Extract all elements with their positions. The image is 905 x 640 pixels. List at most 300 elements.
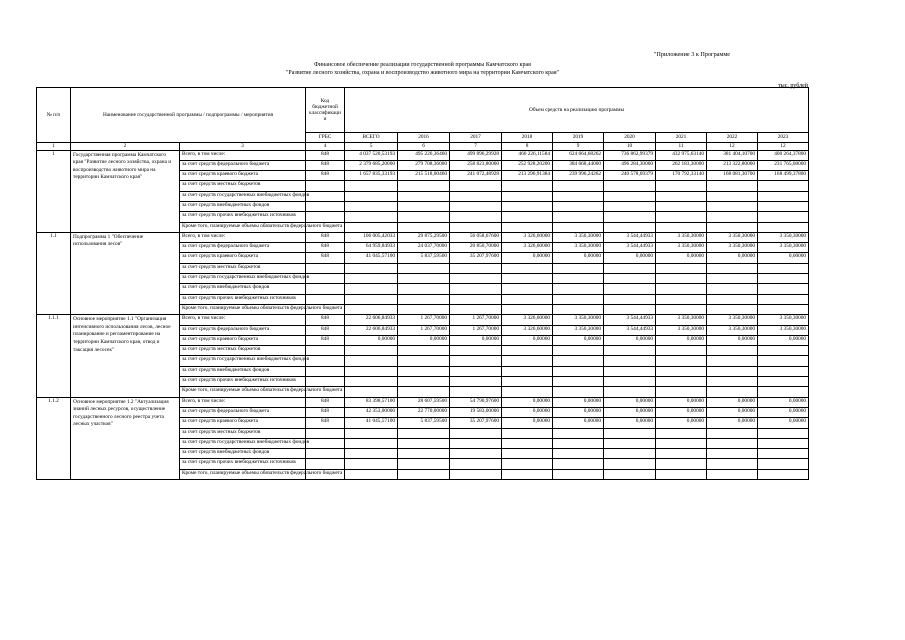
column-number: 11 (656, 143, 707, 151)
year-value: 0,00000 (502, 253, 553, 263)
table-row (37, 397, 809, 407)
year-value (707, 222, 758, 232)
year-value: 0,00000 (553, 253, 604, 263)
year-value (656, 212, 707, 222)
year-value: 3 544,44933 (604, 243, 656, 253)
header-year: 2021 (656, 133, 707, 143)
column-number: 8 (502, 143, 553, 151)
year-value: 231 765,00000 (758, 160, 809, 170)
year-value (502, 356, 553, 366)
program-name: Основное мероприятие 1.2 "Актуализация знаний лесных ресурсов, осуществление государственного лесного реестра учета лесных участков" (71, 397, 180, 479)
table-row (37, 150, 809, 160)
header-year: 2016 (398, 133, 450, 143)
year-value: 170 792,33140 (656, 171, 707, 181)
year-value (656, 356, 707, 366)
grbs-code: 848 (306, 243, 345, 253)
column-number: 12 (707, 143, 758, 151)
year-value (398, 428, 450, 438)
year-value: 28 607,59500 (398, 397, 450, 407)
total-value (345, 304, 398, 314)
funding-source: за счет средств внебюджетных фондов (180, 201, 306, 211)
year-value: 3 350,30000 (656, 243, 707, 253)
year-value (707, 191, 758, 201)
total-value (345, 469, 398, 479)
year-value (758, 201, 809, 211)
total-value (345, 459, 398, 469)
year-value: 0,00000 (758, 253, 809, 263)
year-value: 0,00000 (707, 418, 758, 428)
year-value: 3 350,30000 (656, 325, 707, 335)
financing-table (36, 87, 809, 480)
year-value (398, 377, 450, 387)
year-value (656, 181, 707, 191)
grbs-code (306, 201, 345, 211)
grbs-code (306, 428, 345, 438)
year-value: 35 207,97600 (450, 418, 502, 428)
year-value (398, 294, 450, 304)
year-value (553, 387, 604, 397)
total-value: 1 657 835,33193 (345, 171, 398, 181)
year-value (604, 222, 656, 232)
year-value: 0,00000 (502, 418, 553, 428)
year-value (758, 449, 809, 459)
grbs-code (306, 212, 345, 222)
year-value (502, 294, 553, 304)
year-value: 466 226,11584 (502, 150, 553, 160)
year-value (707, 274, 758, 284)
year-value (604, 263, 656, 273)
year-value (553, 274, 604, 284)
funding-source: за счет средств местных бюджетов (180, 263, 306, 273)
year-value: 24 037,70000 (398, 243, 450, 253)
funding-source: Кроме того, планируемые объемы обязательств федерального бюджета (180, 222, 306, 232)
year-value: 56 058,67600 (450, 232, 502, 242)
year-value (707, 284, 758, 294)
year-value: 3 350,30000 (707, 315, 758, 325)
year-value (707, 181, 758, 191)
year-value (707, 263, 758, 273)
year-value (656, 438, 707, 448)
grbs-code: 848 (306, 253, 345, 263)
year-value (450, 438, 502, 448)
total-value (345, 191, 398, 201)
row-number: 1.1 (37, 232, 71, 314)
grbs-code (306, 181, 345, 191)
total-value (345, 222, 398, 232)
total-value (345, 346, 398, 356)
year-value (758, 377, 809, 387)
year-value (553, 201, 604, 211)
year-value (502, 469, 553, 479)
total-value (345, 274, 398, 284)
grbs-code (306, 366, 345, 376)
year-value (450, 191, 502, 201)
year-value (758, 438, 809, 448)
year-value (398, 222, 450, 232)
year-value (604, 438, 656, 448)
funding-source: за счет средств краевого бюджета (180, 418, 306, 428)
year-value: 3 544,44933 (604, 232, 656, 242)
total-value (345, 181, 398, 191)
year-value: 19 583,00000 (450, 407, 502, 417)
year-value (656, 304, 707, 314)
year-value: 3 350,30000 (553, 232, 604, 242)
total-value (345, 366, 398, 376)
year-value: 3 350,30000 (758, 325, 809, 335)
year-value (758, 304, 809, 314)
year-value (604, 356, 656, 366)
total-value (345, 294, 398, 304)
year-value: 20 850,70000 (450, 243, 502, 253)
units-label: тыс. рублей (778, 83, 808, 89)
year-value (656, 191, 707, 201)
funding-source: за счет средств внебюджетных фондов (180, 366, 306, 376)
year-value (707, 201, 758, 211)
year-value: 29 875,29500 (398, 232, 450, 242)
year-value: 0,00000 (502, 397, 553, 407)
year-value: 0,00000 (758, 397, 809, 407)
grbs-code (306, 263, 345, 273)
year-value (553, 212, 604, 222)
year-value: 0,00000 (450, 335, 502, 345)
year-value (502, 449, 553, 459)
total-value: 22 606,84933 (345, 315, 398, 325)
year-value: 0,00000 (707, 253, 758, 263)
row-number: 1.1.2 (37, 397, 71, 479)
total-value (345, 438, 398, 448)
year-value (656, 387, 707, 397)
funding-source: за счет средств краевого бюджета (180, 253, 306, 263)
total-value: 64 959,84933 (345, 243, 398, 253)
year-value (502, 346, 553, 356)
total-value (345, 201, 398, 211)
year-value (502, 438, 553, 448)
year-value (502, 212, 553, 222)
year-value: 400 264,37800 (758, 150, 809, 160)
grbs-code (306, 284, 345, 294)
funding-source: Кроме того, планируемые объемы обязательств федерального бюджета (180, 469, 306, 479)
header-num: № п/п (37, 88, 71, 143)
year-value: 384 668,44000 (553, 160, 604, 170)
header-year: 2022 (707, 133, 758, 143)
grbs-code (306, 459, 345, 469)
year-value: 5 837,59500 (398, 253, 450, 263)
year-value (707, 294, 758, 304)
year-value: 432 975,63140 (656, 150, 707, 160)
year-value (758, 459, 809, 469)
year-value (502, 377, 553, 387)
title-line-1: Финансовое обеспечение реализации государственной программы Камчатского края (314, 62, 531, 68)
year-value (604, 449, 656, 459)
year-value (553, 428, 604, 438)
year-value (553, 377, 604, 387)
grbs-code: 848 (306, 407, 345, 417)
year-value (398, 191, 450, 201)
year-value (502, 304, 553, 314)
year-value: 0,00000 (398, 335, 450, 345)
year-value: 54 790,97600 (450, 397, 502, 407)
program-name: Основное мероприятие 1.1 "Организация интенсивного использования лесов, лесное планирование и регламентирование на территории Камчатского края, отвод и таксация лесосек" (71, 315, 180, 397)
year-value (398, 387, 450, 397)
year-value: 0,00000 (604, 397, 656, 407)
year-value: 499 896,29928 (450, 150, 502, 160)
year-value: 0,00000 (604, 253, 656, 263)
year-value: 0,00000 (656, 407, 707, 417)
year-value (553, 449, 604, 459)
year-value: 22 770,00000 (398, 407, 450, 417)
grbs-code (306, 346, 345, 356)
year-value (758, 284, 809, 294)
column-number: 2 (71, 143, 180, 151)
year-value (758, 222, 809, 232)
year-value: 3 350,30000 (553, 243, 604, 253)
year-value (398, 438, 450, 448)
year-value (398, 366, 450, 376)
column-number: 7 (450, 143, 502, 151)
year-value: 258 823,80000 (450, 160, 502, 170)
year-value: 3 350,30000 (707, 243, 758, 253)
year-value: 213 322,80000 (707, 160, 758, 170)
year-value (502, 366, 553, 376)
year-value (502, 263, 553, 273)
grbs-code: 848 (306, 232, 345, 242)
year-value: 3 326,60000 (502, 325, 553, 335)
year-value (450, 304, 502, 314)
year-value (450, 469, 502, 479)
header-year: 2023 (758, 133, 809, 143)
year-value (604, 428, 656, 438)
year-value (707, 449, 758, 459)
total-value (345, 449, 398, 459)
year-value (707, 438, 758, 448)
year-value (553, 294, 604, 304)
grbs-code (306, 191, 345, 201)
funding-source: за счет средств прочих внебюджетных источников (180, 377, 306, 387)
year-value (656, 377, 707, 387)
total-value: 42 353,00000 (345, 407, 398, 417)
table-row (37, 232, 809, 242)
year-value (553, 459, 604, 469)
year-value (553, 284, 604, 294)
year-value (450, 294, 502, 304)
funding-source: за счет средств прочих внебюджетных источников (180, 294, 306, 304)
year-value (502, 387, 553, 397)
year-value (398, 274, 450, 284)
year-value: 3 350,30000 (656, 232, 707, 242)
year-value (450, 181, 502, 191)
header-total: ВСЕГО (345, 133, 398, 143)
total-value (345, 387, 398, 397)
year-value (450, 284, 502, 294)
total-value: 0,00000 (345, 335, 398, 345)
year-value (604, 274, 656, 284)
grbs-code (306, 356, 345, 366)
funding-source: за счет средств федерального бюджета (180, 325, 306, 335)
year-value: 0,00000 (604, 407, 656, 417)
year-value: 3 350,30000 (656, 315, 707, 325)
year-value (604, 304, 656, 314)
year-value (656, 449, 707, 459)
year-value: 3 350,30000 (553, 325, 604, 335)
year-value (553, 181, 604, 191)
year-value (398, 356, 450, 366)
grbs-code: 848 (306, 325, 345, 335)
year-value (398, 449, 450, 459)
total-value (345, 212, 398, 222)
funding-source: за счет средств государственных внебюджетных фондов (180, 356, 306, 366)
year-value (553, 346, 604, 356)
year-value (604, 294, 656, 304)
year-value (450, 366, 502, 376)
year-value (450, 346, 502, 356)
year-value: 736 862,99379 (604, 150, 656, 160)
year-value (553, 469, 604, 479)
year-value (707, 356, 758, 366)
year-value: 0,00000 (707, 335, 758, 345)
year-value: 3 350,30000 (707, 232, 758, 242)
grbs-code: 848 (306, 397, 345, 407)
year-value: 3 544,44933 (604, 325, 656, 335)
year-value: 168 081,30700 (707, 171, 758, 181)
year-value: 624 664,68262 (553, 150, 604, 160)
funding-source: Всего, в том числе: (180, 315, 306, 325)
grbs-code (306, 438, 345, 448)
year-value: 279 708,36000 (398, 160, 450, 170)
year-value: 0,00000 (656, 335, 707, 345)
table-body (37, 143, 809, 480)
year-value (502, 201, 553, 211)
year-value: 3 326,60000 (502, 243, 553, 253)
year-value (656, 459, 707, 469)
program-name: Государственная программа Камчатского края "Развитие лесного хозяйства, охрана и воспроизводство животного мира на территории Камчатского края" (71, 150, 180, 232)
year-value: 0,00000 (553, 397, 604, 407)
year-value (758, 469, 809, 479)
year-value (758, 346, 809, 356)
year-value (502, 428, 553, 438)
year-value (553, 304, 604, 314)
year-value: 0,00000 (758, 418, 809, 428)
year-value: 495 226,36460 (398, 150, 450, 160)
column-number: 10 (604, 143, 656, 151)
year-value (502, 274, 553, 284)
year-value (450, 222, 502, 232)
year-value: 215 518,00460 (398, 171, 450, 181)
year-value: 0,00000 (502, 407, 553, 417)
year-value (656, 294, 707, 304)
year-value: 0,00000 (707, 397, 758, 407)
column-numbers-row (37, 143, 809, 151)
year-value (604, 201, 656, 211)
year-value (502, 181, 553, 191)
funding-source: за счет средств федерального бюджета (180, 407, 306, 417)
column-number: 6 (398, 143, 450, 151)
year-value: 0,00000 (502, 335, 553, 345)
year-value (707, 459, 758, 469)
funding-source: за счет средств прочих внебюджетных источников (180, 212, 306, 222)
year-value: 0,00000 (758, 407, 809, 417)
year-value (758, 428, 809, 438)
program-name: Подпрограмма 1 "Обеспечение использования лесов" (71, 232, 180, 314)
total-value (345, 428, 398, 438)
total-value: 106 005,42033 (345, 232, 398, 242)
funding-source: за счет средств федерального бюджета (180, 160, 306, 170)
title-line-2: "Развитие лесного хозяйства, охрана и воспроизводство животного мира на территории Камчатского края" (285, 70, 560, 76)
year-value (707, 346, 758, 356)
funding-source: за счет средств государственных внебюджетных фондов (180, 191, 306, 201)
header-year: 2018 (502, 133, 553, 143)
year-value (450, 201, 502, 211)
year-value (553, 222, 604, 232)
funding-source: за счет средств местных бюджетов (180, 428, 306, 438)
year-value (656, 274, 707, 284)
year-value (398, 181, 450, 191)
grbs-code: 848 (306, 315, 345, 325)
total-value: 2 379 685,20000 (345, 160, 398, 170)
total-value (345, 356, 398, 366)
year-value (758, 274, 809, 284)
year-value (656, 366, 707, 376)
year-value (502, 284, 553, 294)
year-value (707, 366, 758, 376)
year-value (707, 469, 758, 479)
row-number: 1.1.1 (37, 315, 71, 397)
column-number: 12 (758, 143, 809, 151)
grbs-code (306, 274, 345, 284)
year-value (450, 449, 502, 459)
year-value (604, 284, 656, 294)
year-value (398, 304, 450, 314)
total-value: 4 037 520,53193 (345, 150, 398, 160)
total-value: 22 606,84933 (345, 325, 398, 335)
year-value (553, 356, 604, 366)
column-number: 5 (345, 143, 398, 151)
year-value (656, 201, 707, 211)
funding-source: за счет средств государственных внебюджетных фондов (180, 438, 306, 448)
year-value (502, 222, 553, 232)
year-value (656, 284, 707, 294)
total-value (345, 377, 398, 387)
year-value: 35 207,97600 (450, 253, 502, 263)
year-value: 5 837,59500 (398, 418, 450, 428)
year-value: 3 350,30000 (553, 315, 604, 325)
year-value (707, 212, 758, 222)
year-value (450, 274, 502, 284)
total-value: 41 045,57100 (345, 418, 398, 428)
year-value (553, 438, 604, 448)
year-value: 0,00000 (707, 407, 758, 417)
grbs-code: 848 (306, 171, 345, 181)
year-value (604, 212, 656, 222)
year-value (398, 212, 450, 222)
year-value (398, 201, 450, 211)
year-value: 0,00000 (553, 418, 604, 428)
year-value: 381 404,10700 (707, 150, 758, 160)
year-value (604, 181, 656, 191)
year-value: 213 296,91384 (502, 171, 553, 181)
year-value (398, 263, 450, 273)
year-value: 0,00000 (656, 253, 707, 263)
year-value (656, 222, 707, 232)
header-budget-code: Код бюджетной классификаци и (306, 88, 345, 133)
year-value (398, 346, 450, 356)
year-value (553, 263, 604, 273)
year-value (604, 469, 656, 479)
year-value (450, 356, 502, 366)
year-value (604, 191, 656, 201)
funding-source: за счет средств федерального бюджета (180, 243, 306, 253)
year-value (604, 377, 656, 387)
year-value (450, 428, 502, 438)
